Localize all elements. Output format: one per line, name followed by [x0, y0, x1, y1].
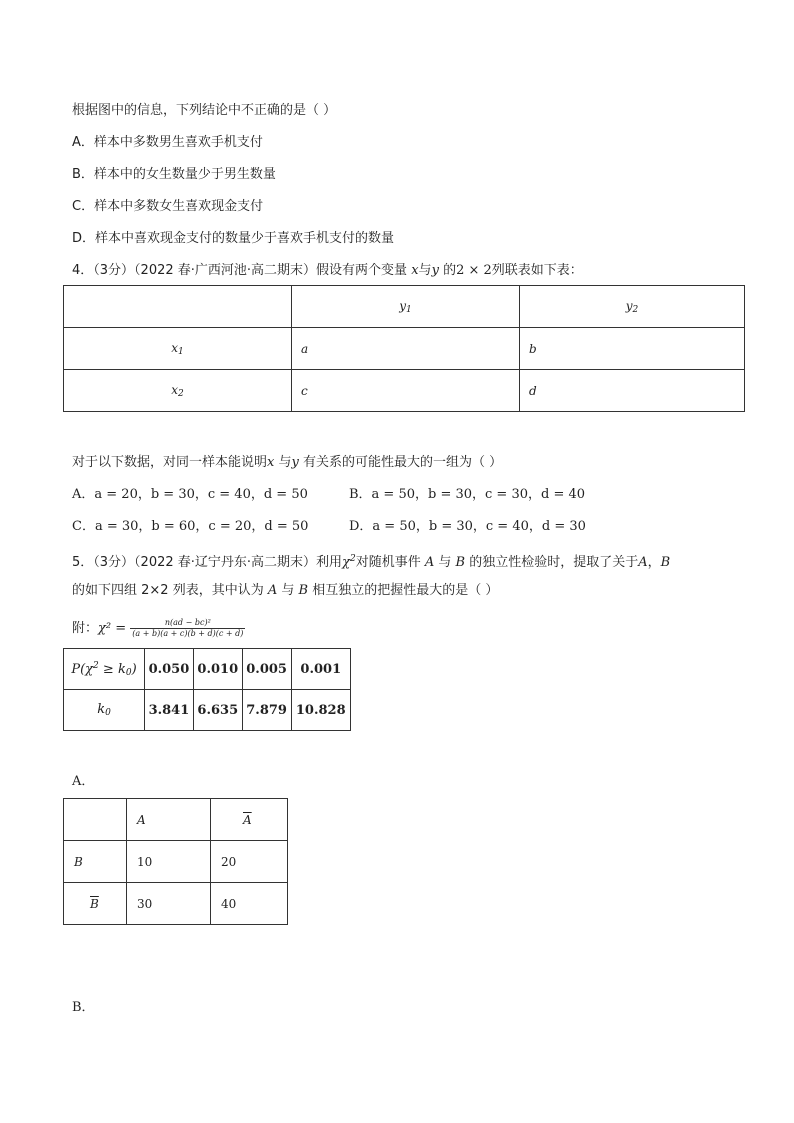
table-row-header: $k_0$	[64, 690, 145, 731]
table-cell: 6.635	[193, 690, 242, 731]
table-row	[64, 883, 288, 925]
table-cell: 0.050	[145, 649, 194, 690]
q4-text: 对于以下数据，对同一样本能说明	[72, 455, 268, 470]
table-cell: 7.879	[242, 690, 291, 731]
table-cell: 3.841	[145, 690, 194, 731]
q4-text: 与	[418, 263, 432, 278]
q5-stem-line2	[72, 582, 498, 600]
table-cell	[64, 286, 292, 328]
event-a: A	[638, 555, 648, 570]
q4-text: 假设有两个变量	[316, 263, 408, 278]
q4-text: 的	[443, 263, 457, 278]
event-a: A	[267, 583, 278, 598]
table-cell: 10.828	[291, 690, 350, 731]
var-x: x	[267, 455, 275, 470]
formula-numerator: n(ad − bc)²	[130, 618, 245, 629]
q4-text: 列联表如下表：	[491, 263, 583, 278]
q3-option-d: D．样本中喜欢现金支付的数量少于喜欢手机支付的数量	[72, 231, 395, 246]
table-cell: 0.005	[242, 649, 291, 690]
table-row-header-b: B	[64, 841, 127, 883]
formula-lhs: χ² =	[98, 621, 127, 636]
option-a-label: A．	[72, 774, 95, 789]
critical-value-table	[63, 648, 351, 731]
table-cell: d	[520, 370, 745, 412]
table-cell: 0.001	[291, 649, 350, 690]
q4-source: （3分）（2022 春·广西河池·高二期末）	[93, 263, 317, 278]
q5-text: 与	[281, 583, 295, 598]
chi-square-formula	[72, 614, 245, 644]
table-header-a: A	[127, 799, 211, 841]
table-row-header-x1: $x_1$	[64, 328, 292, 370]
table-cell	[64, 799, 127, 841]
q5-text: 对随机事件	[355, 555, 421, 570]
q5-source: （3分）（2022 春·辽宁丹东·高二期末）	[93, 555, 317, 570]
var-x: x	[411, 263, 419, 278]
table-row-header-not-b: $\overline{B}$	[64, 883, 127, 925]
table-cell: 0.010	[193, 649, 242, 690]
q5-text: 利用	[316, 555, 343, 570]
table-cell: c	[292, 370, 520, 412]
table-row	[64, 286, 745, 328]
table-cell: a	[292, 328, 520, 370]
table-cell: 10	[127, 841, 211, 883]
table-row	[64, 649, 351, 690]
event-b: B	[298, 583, 309, 598]
var-y: y	[291, 455, 299, 470]
event-a: A	[424, 555, 435, 570]
table-cell: 20	[211, 841, 288, 883]
q5-stem	[72, 550, 670, 572]
table-row	[64, 370, 745, 412]
event-b: B	[660, 555, 671, 570]
contingency-table	[63, 285, 745, 412]
q5-number: 5．	[72, 555, 94, 570]
var-y: y	[431, 263, 439, 278]
table-cell: b	[520, 328, 745, 370]
table-header-not-a: $\overline{A}$	[211, 799, 288, 841]
q4-question	[72, 454, 502, 472]
chi-symbol: $\chi^2$	[342, 554, 356, 570]
option-b-label: B．	[72, 1000, 95, 1015]
table-row	[64, 690, 351, 731]
q4-stem	[72, 262, 583, 280]
q3-option-c: C．样本中多数女生喜欢现金支付	[72, 199, 264, 214]
q4-text: 与	[278, 455, 292, 470]
table-header-y2: $y_2$	[520, 286, 745, 328]
q5-text: 的独立性检验时，提取了关于	[469, 555, 639, 570]
q4-option-a: A．a = 20，b = 30，c = 40，d = 50	[72, 487, 308, 502]
q4-number: 4．	[72, 263, 94, 278]
q5-text: ，	[647, 555, 661, 570]
q4-text: 有关系的可能性最大的一组为（ ）	[303, 455, 503, 470]
table-cell: 40	[211, 883, 288, 925]
q3-option-b: B．样本中的女生数量少于男生数量	[72, 167, 276, 182]
attach-label: 附：	[72, 621, 99, 636]
q5-text: 的如下四组 2×2 列表，其中认为	[72, 583, 264, 598]
q3-stem: 根据图中的信息，下列结论中不正确的是（ ）	[72, 103, 337, 118]
table-row-header-x2: $x_2$	[64, 370, 292, 412]
table-row	[64, 799, 288, 841]
option-a-table	[63, 798, 288, 925]
q3-option-a: A．样本中多数男生喜欢手机支付	[72, 135, 263, 150]
table-row	[64, 328, 745, 370]
table-dims: 2 × 2	[456, 263, 492, 278]
q5-text: 与	[438, 555, 452, 570]
table-header-y1: $y_1$	[292, 286, 520, 328]
q5-text: 相互独立的把握性最大的是（ ）	[312, 583, 499, 598]
formula-fraction	[130, 618, 245, 639]
table-row-header: $P(\chi^2 \ge k_0)$	[64, 649, 145, 690]
q4-option-d: D．a = 50，b = 30，c = 40，d = 30	[349, 519, 586, 534]
formula-denominator: (a + b)(a + c)(b + d)(c + d)	[132, 629, 244, 638]
event-b: B	[455, 555, 466, 570]
table-cell: 30	[127, 883, 211, 925]
q4-option-c: C．a = 30，b = 60，c = 20，d = 50	[72, 519, 309, 534]
table-row	[64, 841, 288, 883]
q4-option-b: B．a = 50，b = 30，c = 30，d = 40	[349, 487, 586, 502]
